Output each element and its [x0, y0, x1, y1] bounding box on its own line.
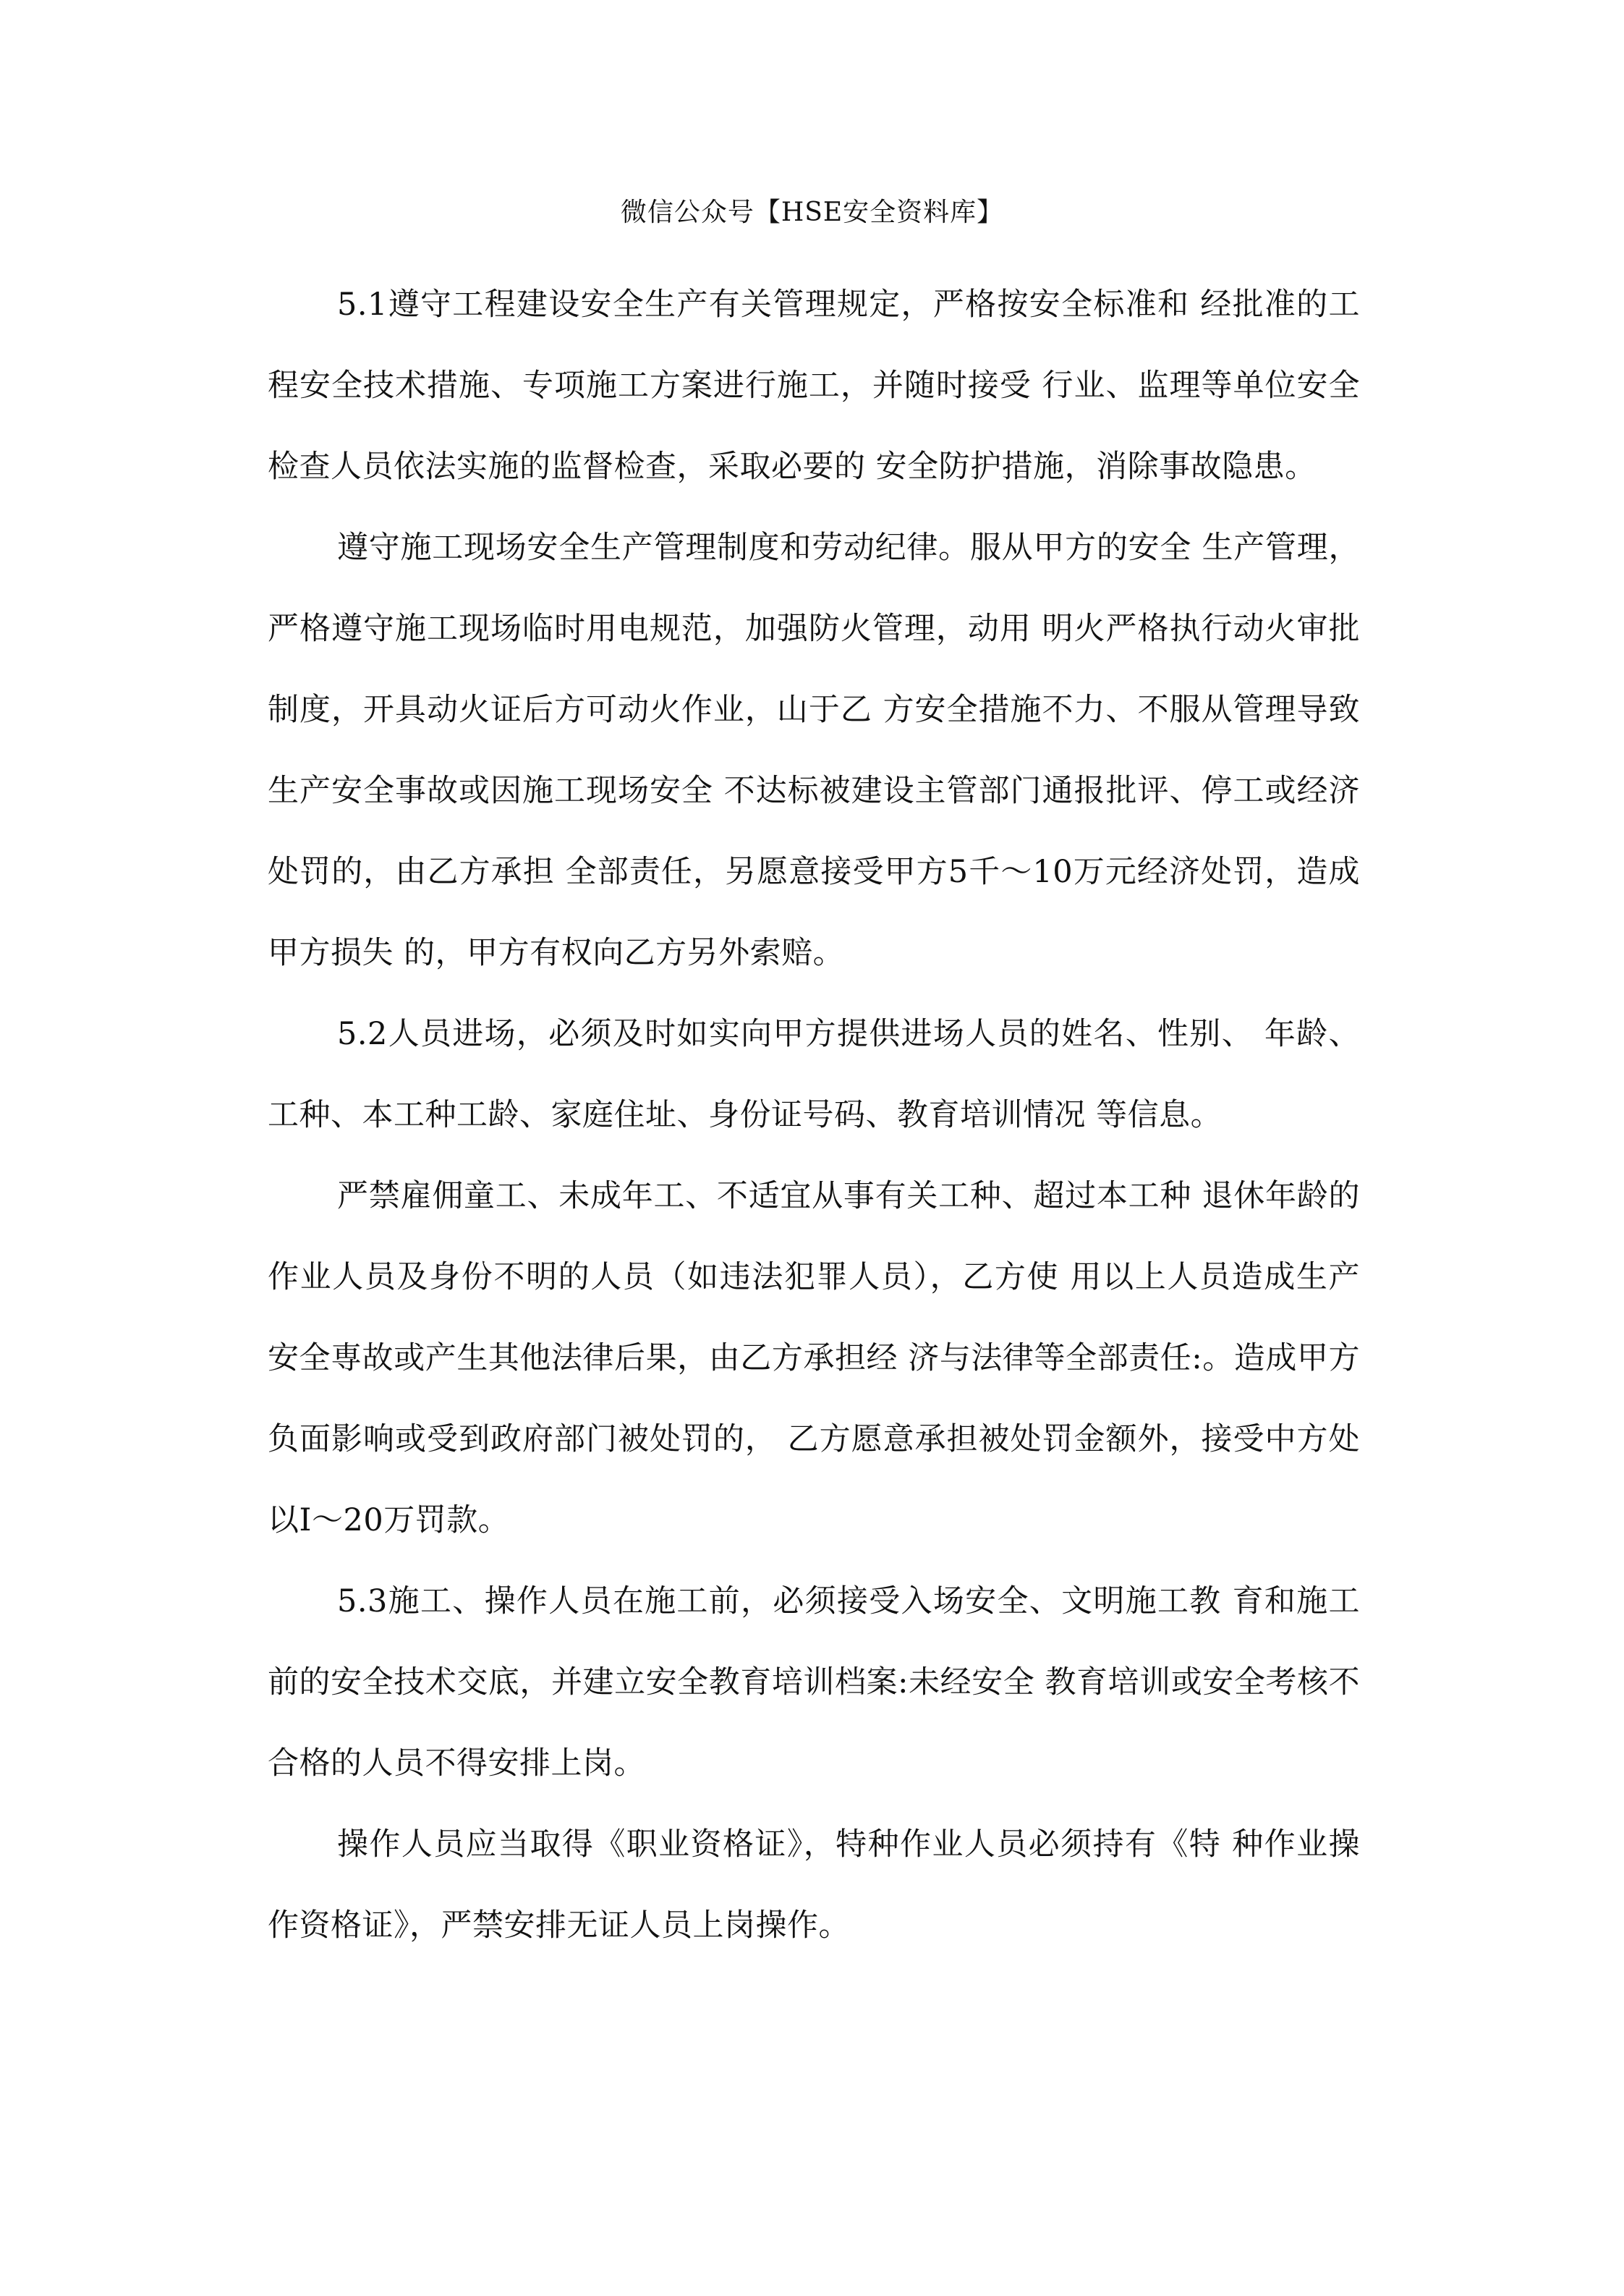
- paragraph-site-discipline: 遵守施工现场安全生产管理制度和劳动纪律。服从甲方的安全 生产管理，严格遵守施工现场临时用电规范，加强防火管理，动用 明火严格执行动火审批制度，开具动火证后方可动火作业，山于乙 方安全措施不力、不服从管理导致生产安全事故或因施工现场安全 不达标被建设主管部门通报批评、停工或经济处罚的，由乙方承担 全部责任，另愿意接受甲方5千〜10万元经济处罚，造成甲方损失 的，甲方有权向乙方另外索赔。: [268, 530, 1360, 971]
- paragraph-prohibited-employment: 严禁雇佣童工、未成年工、不适宜从事有关工种、超过本工种 退休年龄的作业人员及身份不明的人员（如违法犯罪人员），乙方使 用以上人员造成生产安全専故或产生其他法律后果，由乙方承担经 济与法律等全部责任:。造成甲方负面影响或受到政府部门被处罚的， 乙方愿意承担被处罚金额外，接受中方处以I〜20万罚款。: [268, 1178, 1360, 1538]
- page-header: 微信公众号【HSE安全资料库】: [620, 198, 1004, 227]
- paragraph-5-3: 5.3施工、操作人员在施工前，必须接受入场安全、文明施工教 育和施工前的安全技术交底，并建立安全教育培训档案:未经安全 教育培训或安全考核不合格的人员不得安排上岗。: [268, 1583, 1360, 1782]
- paragraph-5-1: 5.1遵守工程建设安全生产有关管理规定，严格按安全标准和 经批准的工程安全技术措施、专项施工方案进行施工，并随时接受 行业、监理等单位安全检查人员依法实施的监督检查，采取必要的 安全防护措施，消除事故隐患。: [268, 287, 1360, 485]
- document-body: [268, 264, 1360, 1966]
- paragraph-qualification-certificates: 操作人员应当取得《职业资格证》，特种作业人员必须持有《特 种作业操作资格证》，严禁安排无证人员上岗操作。: [268, 1826, 1360, 1944]
- paragraph-5-2: 5.2人员进场，必须及时如实向甲方提供进场人员的姓名、性别、 年龄、工种、本工种工龄、家庭住址、身份证号码、教育培训情况 等信息。: [268, 1016, 1360, 1133]
